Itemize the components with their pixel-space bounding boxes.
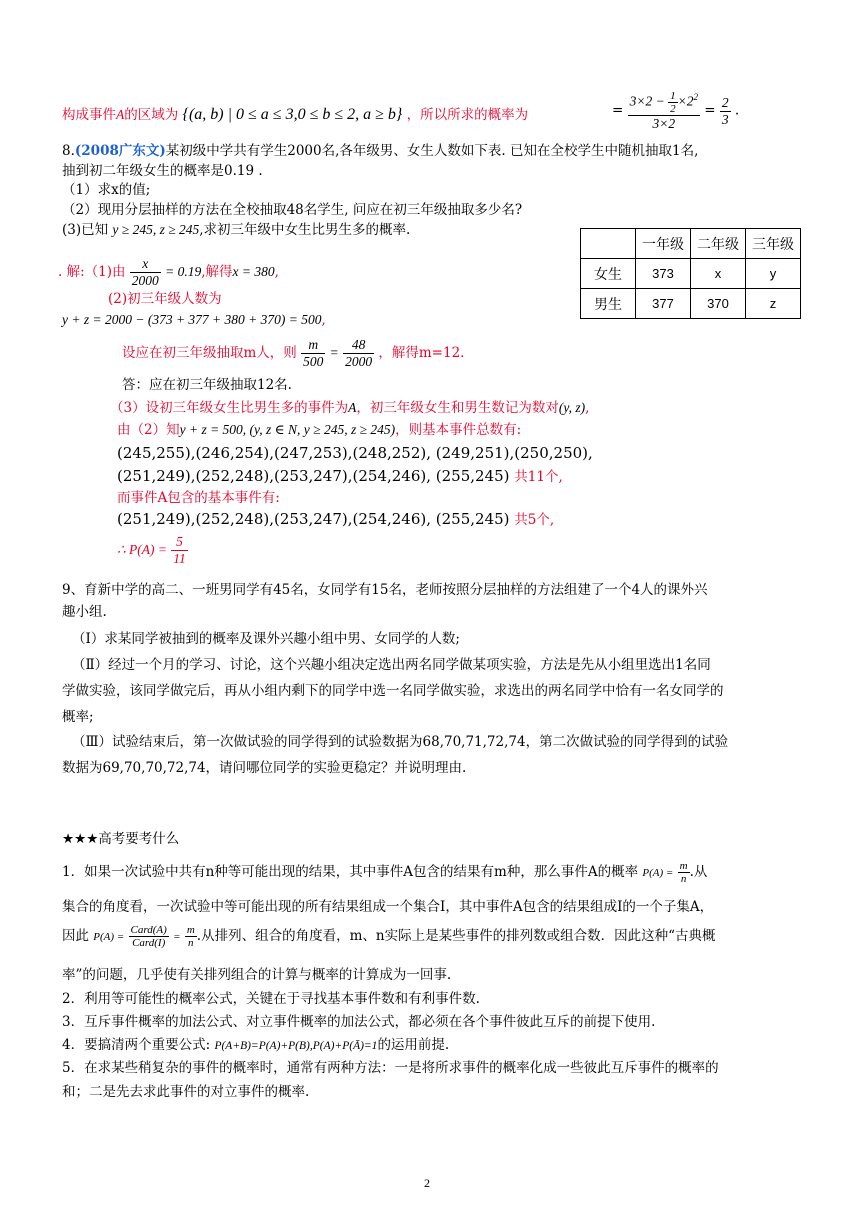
q9-part2-c: 概率; <box>62 709 94 725</box>
q8-sub3: (3)已知 y ≥ 245, z ≥ 245,求初三年级中女生比男生多的概率. <box>62 222 411 238</box>
key-p3: 3．互斥事件概率的加法公式、对立事件概率的加法公式，都必须在各个事件彼此互斥的前提下使用. <box>62 1014 656 1030</box>
table-cell: 370 <box>691 289 746 319</box>
key-p1-c: 因此 P(A) = $\frac{\text{Card(A)}}{\text{Card(I)}}$ = $\frac{m}{n}$ .从排列、组合的角度看，m、n实际上是某些事件的排列数或组合数．因此这种“古典概 <box>62 924 716 949</box>
solution-event-label: 而事件A包含的基本事件有: <box>117 490 280 506</box>
table-row <box>581 289 801 319</box>
q9-part1: （Ⅰ）求某同学被抽到的概率及课外兴趣小组中男、女同学的人数; <box>72 631 460 647</box>
probability-fraction: 3×2 − $\frac{1}{2}$ $\times 2^2$ 3×2 <box>629 90 698 131</box>
q9-line1: 9、育新中学的高二、一班男同学有45名，女同学有15名，老师按照分层抽样的方法组建了一个4人的课外兴 <box>62 582 708 598</box>
solution-part3-line2: 由（2）知y + z = 500, (y, z ∈ N, y ≥ 245, z ≥ 245)，则基本事件总数有: <box>117 422 522 438</box>
result-fraction: $\frac{2}{3}$ <box>721 94 729 127</box>
q8-sub2: （2）现用分层抽样的方法在全校抽取48名学生, 问应在初三年级抽取多少名? <box>62 202 523 218</box>
key-p5-b: 和；二是先去求此事件的对立事件的概率. <box>62 1084 310 1100</box>
key-p5-a: 5．在求某些稍复杂的事件的概率时，通常有两种方法：一是将所求事件的概率化成一些彼此互斥事件的概率的 <box>62 1060 719 1076</box>
q9-part3-a: （Ⅲ）试验结束后，第一次做试验的同学得到的试验数据为68,70,71,72,74，第二次做试验的同学得到的试验 <box>72 734 729 750</box>
q8-line2: 抽到初二年级女生的概率是0.19 . <box>62 163 263 179</box>
solution-part2-sum: y + z = 2000 − (373 + 377 + 380 + 370) = 500, <box>62 312 326 328</box>
grade-table <box>580 228 801 319</box>
key-p1-d: 率”的问题，几乎使有关排列组合的计算与概率的计算成为一回事. <box>62 967 452 983</box>
key-p1-b: 集合的角度看，一次试验中等可能出现的所有结果组成一个集合I，其中事件A包含的结果组成I的一个子集A， <box>62 899 714 915</box>
solution-probability: ∴ P(A) = $\frac{5}{11}$ <box>117 534 186 566</box>
key-p1-a: 1．如果一次试验中共有n种等可能出现的结果，其中事件A包含的结果有m种，那么事件A的概率 P(A) = $\frac{m}{n}$ .从 <box>62 860 708 885</box>
table-header: 二年级 <box>691 229 746 259</box>
q9-part2-b: 学做实验，该同学做完后，再从小组内剩下的同学中选一名同学做实验，求选出的两名同学中恰有一名女同学的 <box>62 683 724 699</box>
solution-part2-label: (2)初三年级人数为 <box>108 291 222 307</box>
q9-part3-b: 数据为69,70,70,72,74，请问哪位同学的实验更稳定？并说明理由. <box>62 760 467 776</box>
solution-part1: . 解:（1)由 $\frac{x}{2000}$ = 0.19,解得x = 380, <box>58 256 279 288</box>
region-statement: 构成事件A的区域为 {(a, b) | 0 ≤ a ≤ 3,0 ≤ b ≤ 2, a ≥ b} ，所以所求的概率为 <box>62 106 529 123</box>
page-number: 2 <box>424 1176 430 1190</box>
table-cell: 373 <box>636 259 691 289</box>
section-heading <box>62 830 179 848</box>
table-header: 一年级 <box>636 229 691 259</box>
table-row <box>581 229 801 259</box>
q8-line1: 8.(2008广东文)某初级中学共有学生2000名,各年级男、女生人数如下表. 已知在全校学生中随机抽取1名, <box>62 143 699 159</box>
q8-source: (2008广东文) <box>74 143 166 159</box>
q8-sub1: （1）求x的值; <box>62 182 151 198</box>
key-p4: 4．要搞清两个重要公式: P(A+B)=P(A)+P(B),P(A)+P(Ā)=1的运用前提. <box>62 1037 450 1053</box>
solution-event-pairs: (251,249),(252,248),(253,247),(254,246), (255,245) 共5个, <box>117 510 555 528</box>
table-cell: 男生 <box>581 289 636 319</box>
table-cell: 女生 <box>581 259 636 289</box>
table-header <box>581 229 636 259</box>
table-cell: x <box>691 259 746 289</box>
solution-pairs-row2: (251,249),(252,248),(253,247),(254,246), (255,245) 共11个, <box>117 467 563 485</box>
region-set: {(a, b) | 0 ≤ a ≤ 3,0 ≤ b ≤ 2, a ≥ b} <box>182 106 403 123</box>
table-header: 三年级 <box>746 229 801 259</box>
table-cell: y <box>746 259 801 289</box>
key-p2: 2．利用等可能性的概率公式，关键在于寻找基本事件数和有利事件数. <box>62 991 480 1007</box>
table-row <box>581 259 801 289</box>
q9-part2-a: （Ⅱ）经过一个月的学习、讨论，这个兴趣小组决定选出两名同学做某项实验，方法是先从小组里选出1名同 <box>72 657 711 673</box>
solution-part2-sampling: 设应在初三年级抽取m人，则 $\frac{m}{500}$ = $\frac{48}{2000}$ ，解得m=12. <box>122 337 465 369</box>
solution-part2-answer: 答：应在初三年级抽取12名. <box>122 377 292 393</box>
top-probability-formula: = 3×2 − $\frac{1}{2}$ $\times 2^2$ 3×2 = $\frac{2}{3}$ . <box>612 90 740 131</box>
q9-line2: 趣小组. <box>62 604 107 620</box>
star-icon: ★★★高考要考什么 <box>62 831 180 847</box>
solution-part3-line1: （3）设初三年级女生比男生多的事件为A，初三年级女生和男生数记为数对(y, z), <box>110 400 590 416</box>
table-cell: z <box>746 289 801 319</box>
solution-pairs-row1: (245,255),(246,254),(247,253),(248,252), (249,251),(250,250), <box>117 444 593 462</box>
table-cell: 377 <box>636 289 691 319</box>
